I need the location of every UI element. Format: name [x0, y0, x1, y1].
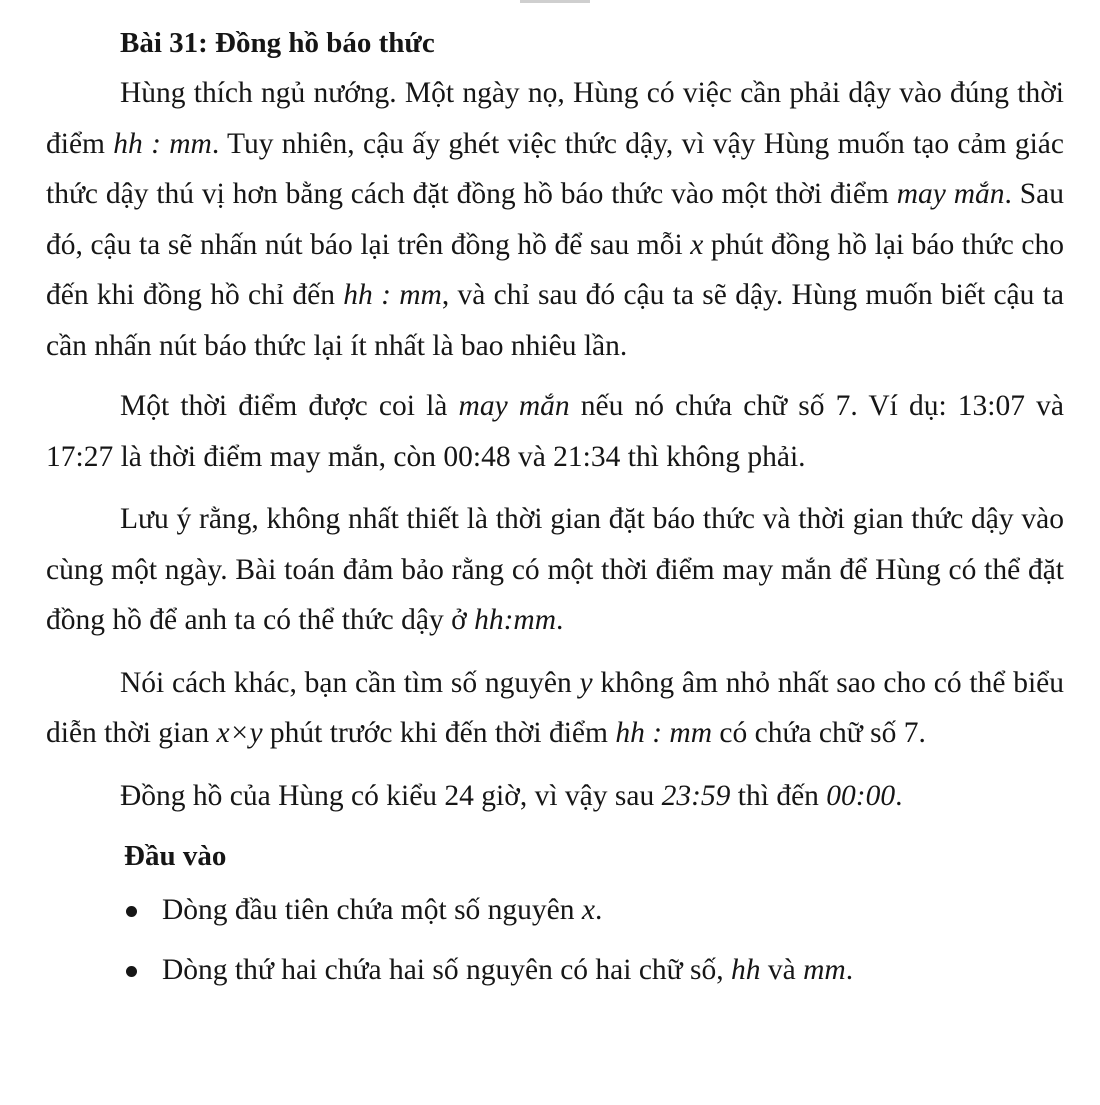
bullet-icon — [126, 966, 137, 977]
text-run: Lưu ý rằng, không nhất thiết là thời gian đặt báo thức và thời gian thức dậy vào cùng một ngày. Bài toán đảm bảo rằng có một thời điểm may mắn để Hùng có thể đặt đồng hồ để anh ta có thể thức dậy ở — [46, 503, 1064, 636]
variable-hh: hh — [731, 954, 761, 986]
time-variable: hh : mm — [113, 127, 212, 160]
text-run: Đồng hồ của Hùng có kiểu 24 giờ, vì vậy sau — [120, 779, 662, 812]
text-run: Dòng đầu tiên chứa một số nguyên — [162, 894, 582, 926]
text-run: phút trước khi đến thời điểm — [262, 717, 616, 749]
document-page — [46, 18, 1064, 1005]
text-run: Một thời điểm được coi là — [120, 390, 459, 422]
text-run: Nói cách khác, bạn cần tìm số nguyên — [120, 666, 580, 699]
input-heading: Đầu vào — [124, 840, 227, 872]
scan-smudge — [520, 0, 590, 3]
lucky-term: may mắn — [896, 178, 1005, 210]
text-run: , và chỉ sau đó cậu ta sẽ dậy. Hùng muốn biết cậu ta cần nhấn nút báo thức lại ít nhất là bao nhiêu lần. — [46, 279, 1064, 362]
time-variable: hh : mm — [343, 279, 442, 311]
text-run: thì đến — [730, 779, 827, 812]
time-value: 00:00 — [826, 779, 896, 812]
paragraph-lucky-definition — [46, 381, 1064, 482]
text-run: không âm nhỏ nhất sao cho có thể biểu diễn thời gian — [46, 666, 1064, 749]
paragraph-note — [46, 494, 1064, 646]
variable-x: x — [581, 894, 595, 926]
text-run: . Sau đó, cậu ta sẽ nhấn nút báo lại trên đồng hồ để sau mỗi — [46, 178, 1065, 261]
text-run: và — [760, 954, 804, 986]
time-value: 23:59 — [661, 779, 731, 812]
paragraph-clock-format — [46, 771, 1064, 822]
input-item — [46, 885, 1064, 935]
input-list — [46, 885, 1064, 995]
text-run: . — [556, 604, 564, 636]
time-variable: hh:mm — [474, 604, 557, 636]
input-item — [46, 945, 1064, 995]
text-run: . Tuy nhiên, cậu ấy ghét việc thức dậy, vì vậy Hùng muốn tạo cảm giác thức dậy thú vị hơn bằng cách đặt đồng hồ báo thức vào một thời điểm — [46, 127, 1064, 210]
text-run: phút đồng hồ lại báo thức cho đến khi đồng hồ chỉ đến — [46, 228, 1065, 311]
time-variable: hh : mm — [615, 717, 713, 749]
text-run: Dòng thứ hai chứa hai số nguyên có hai chữ số, — [162, 954, 732, 986]
bullet-icon — [126, 906, 137, 917]
text-run: có chứa chữ số 7. — [712, 717, 926, 749]
text-run: . — [845, 954, 854, 986]
variable-y: y — [579, 666, 593, 699]
variable-mm: mm — [803, 954, 846, 986]
product-expression: x×y — [216, 717, 263, 749]
text-run: . — [895, 779, 903, 812]
problem-title: Bài 31: Đồng hồ báo thức — [120, 27, 435, 59]
variable-x: x — [690, 228, 704, 261]
text-run: nếu nó chứa chữ số 7. Ví dụ: 13:07 và 17:27 là thời điểm may mắn, còn 00:48 và 21:34 thì không phải. — [46, 390, 1064, 473]
lucky-term: may mắn — [458, 390, 570, 422]
paragraph-restatement — [46, 658, 1064, 759]
text-run: . — [595, 894, 603, 926]
paragraph-story — [46, 68, 1064, 371]
text-run: Hùng thích ngủ nướng. Một ngày nọ, Hùng có việc cần phải dậy vào đúng thời điểm — [46, 77, 1064, 160]
